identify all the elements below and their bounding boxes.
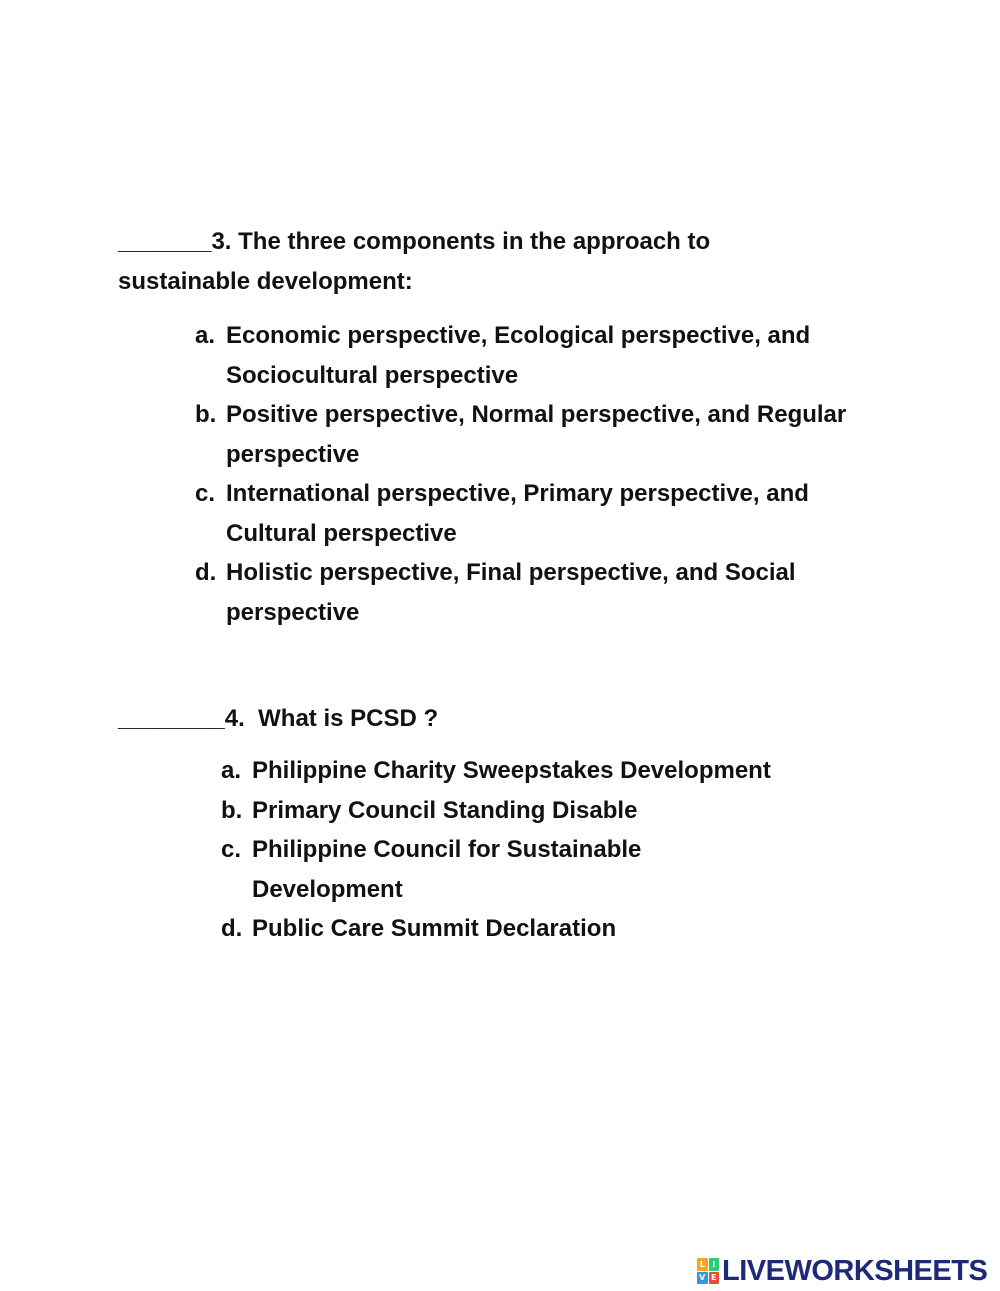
option-text-content: Economic perspective, Ecological perspective, and Sociocultural perspective [226, 322, 811, 389]
question-3-stem-line-1 [118, 222, 878, 262]
question-text: The three components in the approach to [231, 228, 711, 255]
question-4-stem [118, 699, 878, 739]
answer-blank[interactable]: ________ [118, 705, 225, 732]
option-letter: b. [195, 401, 217, 428]
option-d[interactable] [195, 553, 855, 632]
logo-tile-l: L [697, 1258, 708, 1271]
option-d[interactable] [221, 909, 781, 949]
option-text [226, 395, 855, 474]
question-4 [118, 699, 878, 739]
option-text: Philippine Charity Sweepstakes Development [252, 757, 771, 784]
option-b[interactable] [221, 791, 781, 831]
option-text-content: International perspective, Primary perspective, and Cultural perspective [226, 480, 809, 547]
option-text: Public Care Summit Declaration [252, 915, 617, 942]
brand-name: LIVEWORKSHEETS [722, 1255, 988, 1287]
option-text [226, 316, 855, 395]
question-3-stem-line-2: sustainable development: [118, 268, 413, 295]
question-number: 3. [211, 228, 232, 255]
option-b[interactable] [195, 395, 855, 474]
option-a[interactable] [195, 316, 855, 395]
question-4-options [221, 751, 781, 949]
question-text: What is PCSD ? [244, 705, 439, 732]
option-c[interactable] [221, 830, 781, 909]
option-letter: a. [221, 757, 242, 784]
question-3 [118, 222, 878, 302]
option-letter: d. [221, 915, 243, 942]
answer-blank[interactable]: _______ [118, 228, 212, 255]
option-letter: a. [195, 322, 216, 349]
logo-tile-v: V [697, 1272, 708, 1285]
option-letter: c. [221, 836, 242, 863]
option-text [226, 474, 855, 553]
logo-tile-e: E [709, 1272, 720, 1285]
liveworksheets-brand [697, 1254, 987, 1288]
option-text-content: Holistic perspective, Final perspective, and Social perspective [226, 559, 796, 626]
option-a[interactable] [221, 751, 781, 791]
option-text: Primary Council Standing Disable [252, 796, 638, 824]
option-text [226, 553, 855, 632]
option-c[interactable] [195, 474, 855, 553]
option-letter: d. [195, 559, 217, 586]
liveworksheets-logo-icon [697, 1258, 719, 1284]
option-text: Philippine Council for Sustainable Development [252, 836, 642, 903]
logo-tile-i: I [709, 1258, 720, 1271]
option-text-content: Positive perspective, Normal perspective, and Regular perspective [226, 401, 847, 468]
option-letter: c. [195, 480, 216, 507]
question-3-options [195, 316, 855, 632]
question-number: 4. [224, 705, 245, 732]
option-letter: b. [221, 796, 243, 824]
